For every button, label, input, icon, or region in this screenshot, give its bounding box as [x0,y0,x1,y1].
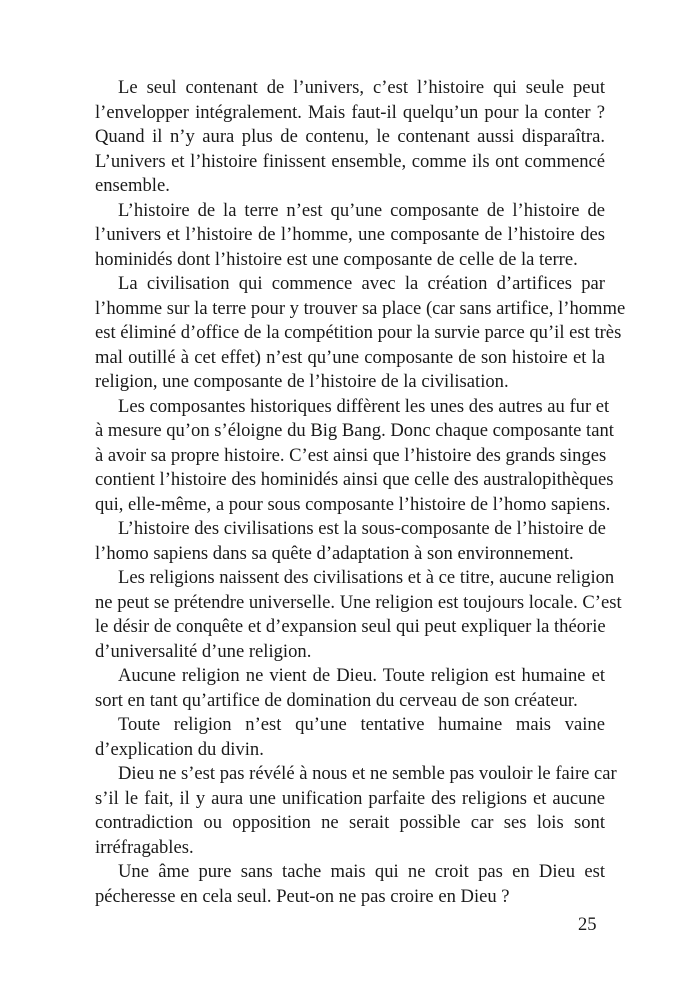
text-line: l’univers et l’histoire de l’homme, une composante de l’histoire des [95,224,605,245]
text-line: Les religions naissent des civilisations et à ce titre, aucune religion [118,567,615,588]
paragraph [95,713,605,762]
paragraph [95,664,605,713]
text-line: ensemble. [95,175,170,196]
text-line: hominidés dont l’histoire est une composante de celle de la terre. [95,248,578,270]
paragraph [95,199,605,273]
text-line: Le seul contenant de l’univers, c’est l’histoire qui seule peut [118,77,605,98]
text-line: à mesure qu’on s’éloigne du Big Bang. Donc chaque composante tant [95,420,614,441]
paragraph [95,272,626,395]
text-line: l’homme sur la terre pour y trouver sa place (car sans artifice, l’homme [95,297,626,319]
text-line: est éliminé d’office de la compétition pour la survie parce qu’il est très [95,322,622,343]
text-line: Les composantes historiques diffèrent les unes des autres au fur et [118,395,610,417]
paragraph [95,566,622,664]
text-line: à avoir sa propre histoire. C’est ainsi que l’histoire des grands singes [95,444,607,466]
text-line: Toute religion n’est qu’une tentative humaine mais vaine [118,714,605,735]
page-number: 25 [578,914,597,935]
paragraph [95,517,605,566]
text-line: irréfragables. [95,836,194,858]
text-line: L’histoire de la terre n’est qu’une composante de l’histoire de [118,199,605,221]
text-line: Dieu ne s’est pas révélé à nous et ne semble pas vouloir le faire car [118,763,617,784]
text-line: sort en tant qu’artifice de domination du cerveau de son créateur. [95,689,578,711]
text-line: d’universalité d’une religion. [95,640,312,662]
text-line: La civilisation qui commence avec la création d’artifices par [118,273,605,294]
text-line: ne peut se prétendre universelle. Une religion est toujours locale. C’est [95,591,622,613]
text-line: l’envelopper intégralement. Mais faut-il quelqu’un pour la conter ? [95,101,605,123]
text-line: L’univers et l’histoire finissent ensemble, comme ils ont commencé [95,150,605,172]
text-line: d’explication du divin. [95,738,264,760]
text-line: Aucune religion ne vient de Dieu. Toute religion est humaine et [118,665,605,686]
text-line: s’il le fait, il y aura une unification parfaite des religions et aucune [95,787,605,809]
text-line: l’homo sapiens dans sa quête d’adaptation à son environnement. [95,542,574,564]
text-line: qui, elle-même, a pour sous composante l’histoire de l’homo sapiens. [95,493,611,515]
paragraph [95,76,605,199]
text-line: pécheresse en cela seul. Peut-on ne pas croire en Dieu ? [95,885,510,907]
text-line: contradiction ou opposition ne serait possible car ses lois sont [95,812,605,833]
text-line: religion, une composante de l’histoire de la civilisation. [95,371,509,392]
paragraph [95,762,617,860]
text-line: mal outillé à cet effet) n’est qu’une composante de son histoire et la [95,346,605,368]
paragraph [95,395,614,518]
body-text [95,76,626,909]
text-line: le désir de conquête et d’expansion seul qui peut expliquer la théorie [95,616,606,637]
text-line: contient l’histoire des hominidés ainsi que celle des australopithèques [95,469,614,490]
paragraph [95,860,605,909]
text-line: L’histoire des civilisations est la sous-composante de l’histoire de [118,518,606,539]
text-line: Quand il n’y aura plus de contenu, le contenant aussi disparaîtra. [95,126,605,147]
text-line: Une âme pure sans tache mais qui ne croit pas en Dieu est [118,861,605,882]
